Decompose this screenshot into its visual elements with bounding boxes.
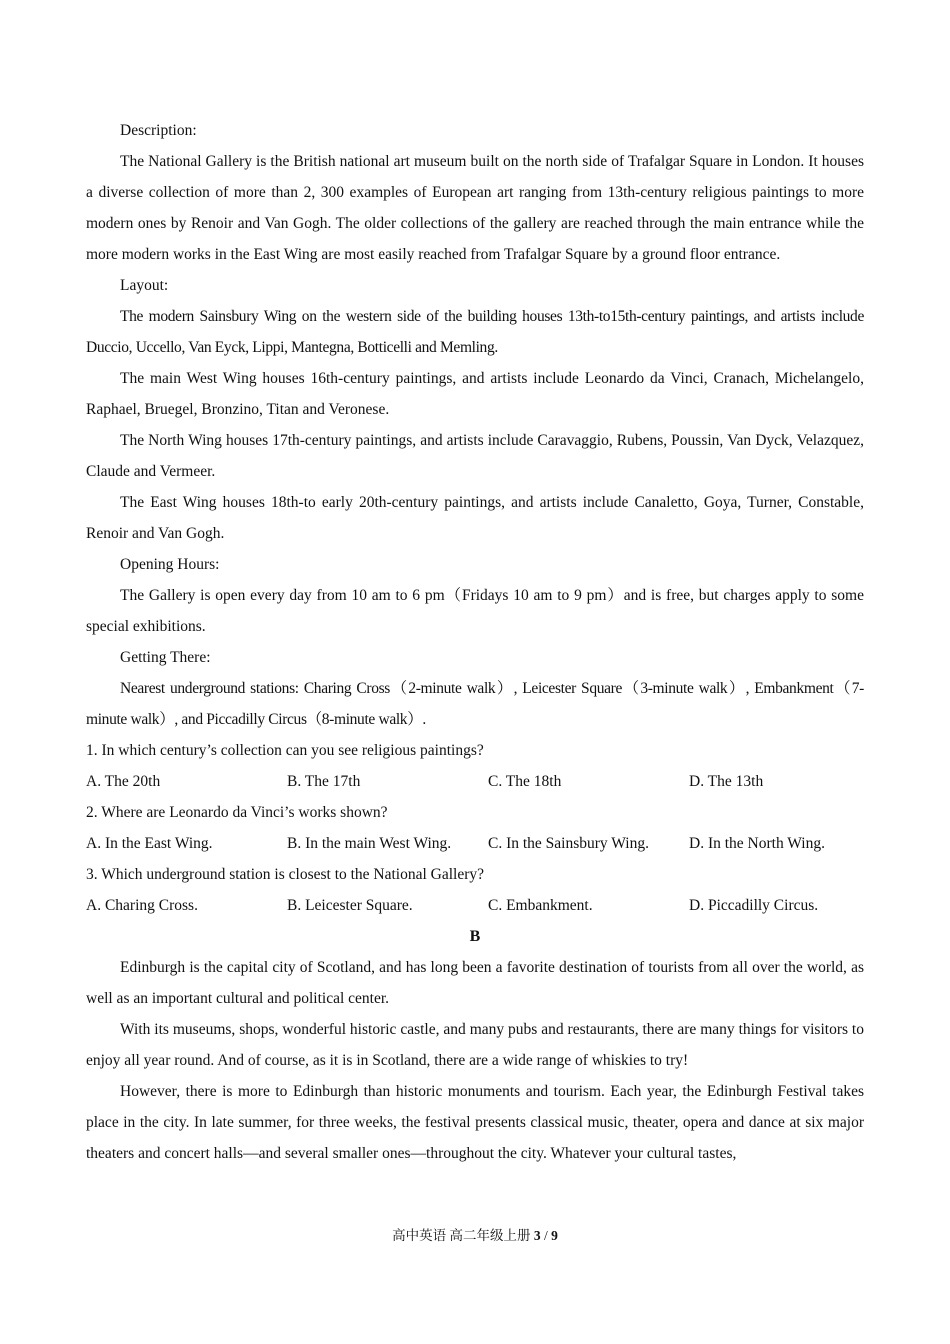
question-3-stem: 3. Which underground station is closest to the National Gallery? xyxy=(86,866,485,883)
question-3-option-a: A. Charing Cross. xyxy=(86,897,198,914)
question-2-option-b: B. In the main West Wing. xyxy=(287,835,452,852)
question-3-option-b: B. Leicester Square. xyxy=(287,897,413,914)
page-footer xyxy=(0,1226,950,1246)
section-b-paragraph-1: Edinburgh is the capital city of Scotland, and has long been a favorite destination of tourists from all over the world, as well as an important cultural and political center. xyxy=(86,959,864,1007)
section-b-paragraph-2: With its museums, shops, wonderful historic castle, and many pubs and restaurants, there are many things for visitors to enjoy all year round. And of course, as it is in Scotland, there are a wide range of whiskies to try! xyxy=(86,1021,864,1069)
question-1-option-c: C. The 18th xyxy=(488,773,562,790)
question-1-option-a: A. The 20th xyxy=(86,773,161,790)
layout-paragraph-sainsbury: The modern Sainsbury Wing on the western side of the building houses 13th-to15th-century paintings, and artists include Duccio, Uccello, Van Eyck, Lippi, Mantegna, Botticelli and Memling. xyxy=(86,308,864,356)
layout-label: Layout: xyxy=(120,277,169,294)
question-1-options xyxy=(86,766,864,797)
question-1-option-d: D. The 13th xyxy=(689,773,764,790)
question-1-stem: 1. In which century’s collection can you see religious paintings? xyxy=(86,742,484,759)
layout-paragraph-north-wing: The North Wing houses 17th-century paintings, and artists include Caravaggio, Rubens, Poussin, Van Dyck, Velazquez, Claude and Vermeer. xyxy=(86,432,864,480)
layout-paragraph-east-wing: The East Wing houses 18th-to early 20th-century paintings, and artists include Canaletto, Goya, Turner, Constable, Renoir and Van Gogh. xyxy=(86,494,864,542)
section-b-heading: B xyxy=(469,928,481,945)
section-b-paragraph-3: However, there is more to Edinburgh than historic monuments and tourism. Each year, the Edinburgh Festival takes place in the city. In late summer, for three weeks, the festival presents classical music, theater, opera and dance at six major theaters and concert halls—and several smaller ones—throughout the city. Whatever your cultural tastes, xyxy=(86,1083,864,1162)
question-2-option-a: A. In the East Wing. xyxy=(86,835,213,852)
footer-page-total: 9 xyxy=(551,1228,558,1243)
question-2-stem: 2. Where are Leonardo da Vinci’s works shown? xyxy=(86,804,388,821)
question-2-options xyxy=(86,828,864,859)
question-1-option-b: B. The 17th xyxy=(287,773,361,790)
getting-there-paragraph: Nearest underground stations: Charing Cross（2-minute walk）, Leicester Square（3-minute walk）, Embankment（7-minute walk）, and Piccadilly Circus（8-minute walk）. xyxy=(86,680,864,728)
layout-paragraph-west-wing: The main West Wing houses 16th-century paintings, and artists include Leonardo da Vinci, Cranach, Michelangelo, Raphael, Bruegel, Bronzino, Titan and Veronese. xyxy=(86,370,864,418)
document-body xyxy=(86,115,864,1169)
footer-page-number: 3 xyxy=(533,1228,541,1243)
getting-there-label: Getting There: xyxy=(120,649,211,666)
footer-subject: 高中英语 高二年级上册 xyxy=(392,1228,531,1243)
description-label: Description: xyxy=(120,122,197,139)
question-3-option-d: D. Piccadilly Circus. xyxy=(689,897,819,914)
description-paragraph: The National Gallery is the British national art museum built on the north side of Trafalgar Square in London. It houses a diverse collection of more than 2, 300 examples of European art ranging from 13th-century religious paintings to more modern ones by Renoir and Van Gogh. The older collections of the gallery are reached through the main entrance while the more modern works in the East Wing are most easily reached from Trafalgar Square by a ground floor entrance. xyxy=(86,153,864,263)
footer-separator: / xyxy=(543,1228,548,1243)
opening-hours-paragraph: The Gallery is open every day from 10 am to 6 pm（Fridays 10 am to 9 pm）and is free, but charges apply to some special exhibitions. xyxy=(86,587,864,635)
question-3-options xyxy=(86,890,864,921)
question-2-option-d: D. In the North Wing. xyxy=(689,835,825,852)
opening-hours-label: Opening Hours: xyxy=(120,556,220,573)
question-2-option-c: C. In the Sainsbury Wing. xyxy=(488,835,649,852)
question-3-option-c: C. Embankment. xyxy=(488,897,593,914)
